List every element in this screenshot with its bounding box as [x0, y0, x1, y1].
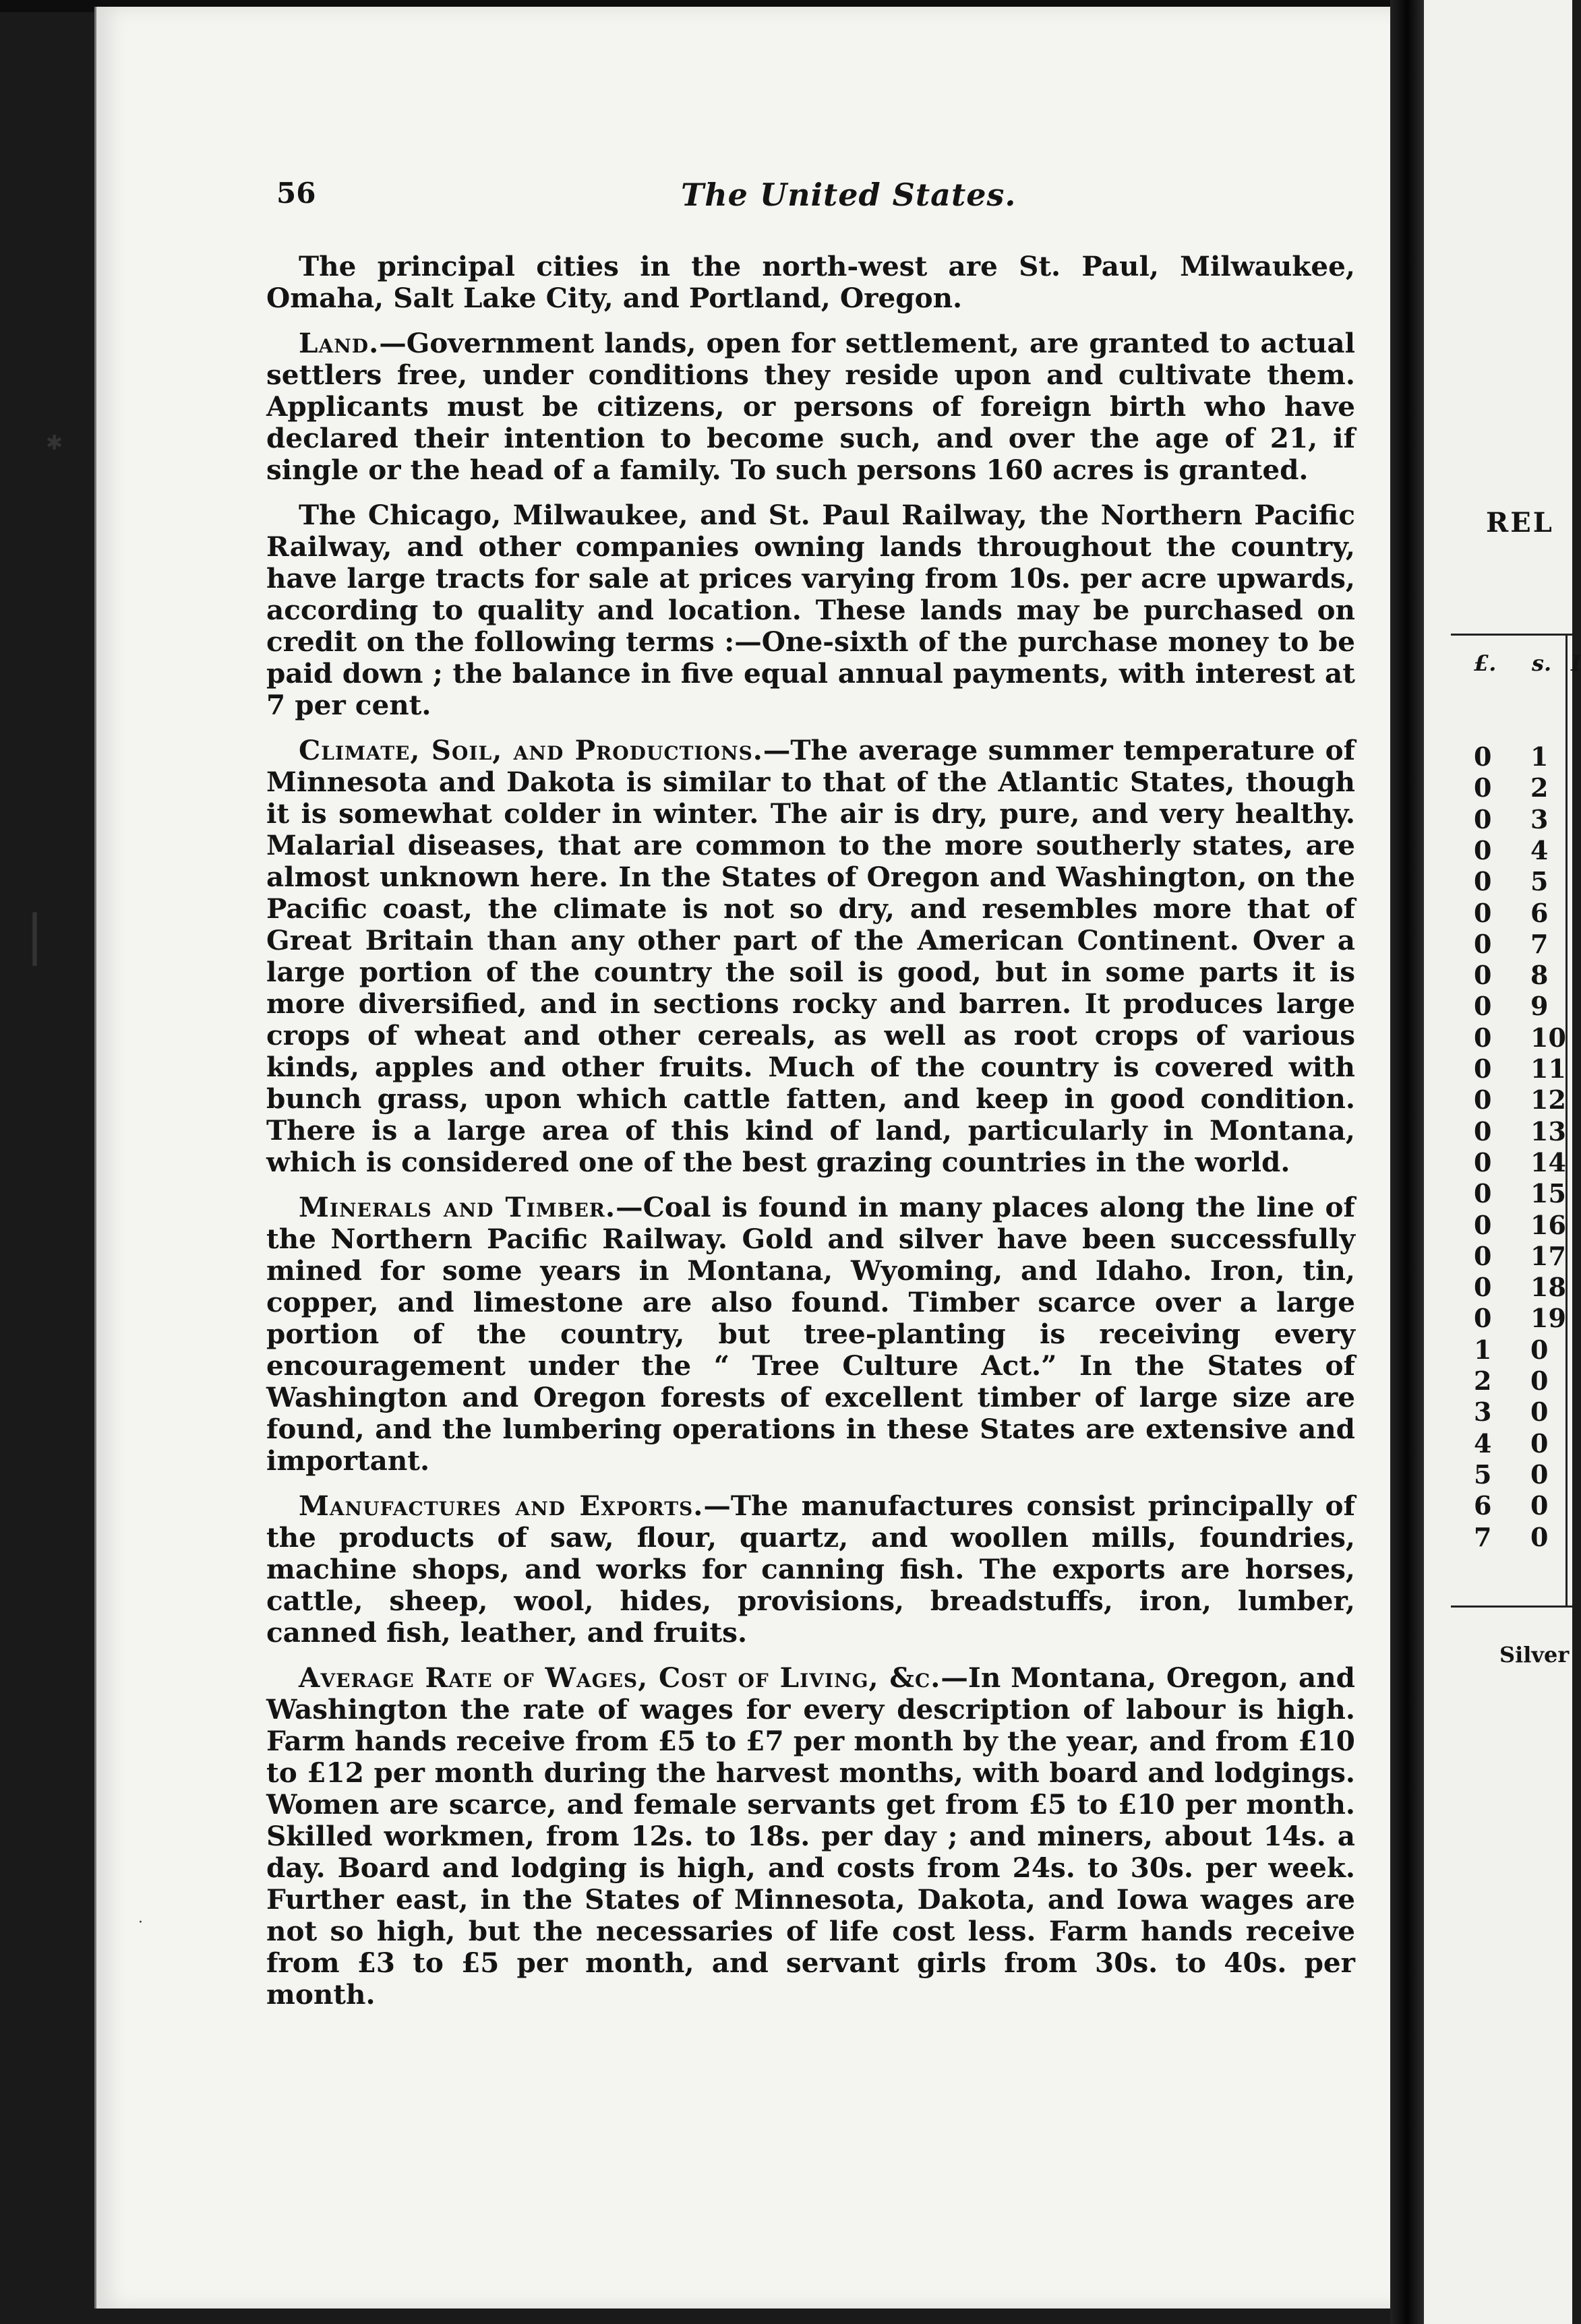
col-header-shillings: s.	[1532, 650, 1552, 676]
table-row	[1464, 1490, 1565, 1521]
table-row	[1464, 1397, 1565, 1428]
paragraph-text: —In Montana, Oregon, and Washington the rate of wages for every description of labour is high. Farm hands receive from £5 to £7 per month by the year, and from £10 to £12 per month during the harvest months, with board and lodgings. Women are scarce, and female servants get from £5 to £10 per month. Skilled workmen, from 12s. to 18s. per day ; and miners, about 14s. a day. Board and lodging is high, and costs from 24s. to 30s. per week. Further east, in the States of Minnesota, Dakota, and Iowa wages are not so high, but the necessaries of life cost less. Farm hands receive from £3 to £5 per month, and servant girls from 30s. to 40s. per month.	[266, 1661, 1356, 2011]
col-header-pounds: £.	[1474, 650, 1497, 676]
pounds-cell: 2	[1474, 1366, 1492, 1396]
table-row	[1464, 929, 1565, 960]
pounds-cell: 0	[1474, 772, 1492, 803]
table-row	[1464, 1459, 1565, 1490]
shillings-cell: 13	[1530, 1115, 1566, 1146]
table-row	[1464, 1522, 1565, 1553]
paragraph-heading: Manufactures and Exports.	[299, 1490, 704, 1522]
shillings-cell: 19	[1530, 1303, 1566, 1334]
table-row	[1464, 1053, 1565, 1084]
pounds-cell: 0	[1474, 991, 1492, 1022]
paragraph-heading: Land.	[299, 327, 380, 359]
margin-stroke: |	[26, 903, 44, 966]
pounds-cell: 0	[1474, 741, 1492, 772]
pounds-cell: 4	[1474, 1428, 1492, 1459]
paragraph-heading: Minerals and Timber.	[299, 1191, 616, 1223]
paragraph-railway-lands	[266, 499, 1355, 721]
table-row	[1464, 741, 1565, 772]
pounds-cell: 0	[1474, 1209, 1492, 1240]
pounds-cell: 0	[1474, 803, 1492, 834]
paragraph-climate	[266, 735, 1355, 1178]
facing-page-title-fragment: REL	[1486, 507, 1554, 539]
paragraph-principal-cities	[266, 251, 1355, 314]
paragraph-text: —The average summer temperature of Minnesota and Dakota is similar to that of the Atlantic States, though it is somewhat colder in winter. The air is dry, pure, and very healthy. Malarial diseases, that are common to the more southerly states, are almost unknown here. In the States of Oregon and Washington, on the Pacific coast, the climate is not so dry, and resembles more that of Great Britain than any other part of the American Continent. Over a large portion of the country the soil is good, but in some parts it is more diversified, and in sections rocky and barren. It produces large crops of wheat and other cereals, as well as root crops of various kinds, apples and other fruits. Much of the country is covered with bunch grass, upon which cattle fatten, and keep in good condition. There is a large area of this kind of land, particularly in Montana, which is considered one of the best grazing countries in the world.	[266, 734, 1356, 1178]
paragraph-minerals	[266, 1192, 1355, 1477]
paragraph-text: —Coal is found in many places along the line of the Northern Pacific Railway. Gold and silver have been successfully mined for some years in Montana, Wyoming, and Idaho. Iron, tin, copper, and limestone are also found. Timber scarce over a large portion of the country, but tree-planting is receiving every encouragement under the “ Tree Culture Act.” In the States of Washington and Oregon forests of excellent timber of large size are found, and the lumbering operations in these States are extensive and important.	[266, 1191, 1355, 1477]
shillings-cell: 0	[1530, 1521, 1549, 1552]
shillings-cell: 0	[1530, 1366, 1549, 1396]
table-row	[1464, 1303, 1565, 1334]
pounds-cell: 0	[1474, 1053, 1492, 1084]
shillings-cell: 6	[1530, 897, 1549, 928]
shillings-cell: 0	[1530, 1428, 1549, 1459]
shillings-cell: 0	[1530, 1490, 1549, 1521]
table-row	[1464, 1428, 1565, 1459]
shillings-cell: 0	[1530, 1334, 1549, 1365]
paragraph-manufactures	[266, 1490, 1355, 1649]
facing-page-footer-fragment: Silver	[1499, 1642, 1570, 1668]
pounds-cell: 0	[1474, 897, 1492, 928]
table-row	[1464, 1116, 1565, 1147]
table-row	[1464, 835, 1565, 866]
pounds-cell: 3	[1474, 1397, 1492, 1428]
shillings-cell: 8	[1530, 960, 1549, 991]
pounds-cell: 0	[1474, 1146, 1492, 1178]
shillings-cell: 10	[1530, 1022, 1566, 1053]
table-row	[1464, 1241, 1565, 1272]
table-row	[1464, 1335, 1565, 1366]
pounds-cell: 6	[1474, 1490, 1492, 1521]
pounds-cell: 0	[1474, 1084, 1492, 1115]
pounds-cell: 0	[1474, 1178, 1492, 1209]
pounds-cell: 0	[1474, 1115, 1492, 1146]
shillings-cell: 0	[1530, 1459, 1549, 1490]
pounds-cell: 0	[1474, 1240, 1492, 1271]
book-spine-gutter	[1390, 0, 1424, 2324]
pounds-cell: 0	[1474, 928, 1492, 959]
paragraph-text: —The manufactures consist principally of the products of saw, flour, quartz, and woollen mills, foundries, machine shops, and works for canning fish. The exports are horses, cattle, sheep, wool, hides, provisions, breadstuffs, iron, lumber, canned fish, leather, and fruits.	[266, 1490, 1355, 1649]
table-row	[1464, 960, 1565, 991]
table-row	[1464, 898, 1565, 929]
shillings-cell: 12	[1530, 1084, 1566, 1115]
page-number: 56	[276, 177, 316, 210]
facing-page-fragment	[1424, 0, 1581, 2324]
pounds-cell: 0	[1474, 1272, 1492, 1303]
paragraph-land	[266, 328, 1355, 486]
shillings-cell: 16	[1530, 1209, 1566, 1240]
pounds-cell: 1	[1474, 1334, 1492, 1365]
table-row	[1464, 1022, 1565, 1053]
margin-dot: ·	[138, 1914, 143, 1931]
paragraph-text: The principal cities in the north-west are St. Paul, Milwaukee, Omaha, Salt Lake City, and Portland, Oregon.	[266, 250, 1355, 314]
table-row	[1464, 866, 1565, 897]
paragraph-heading: Climate, Soil, and Productions.	[299, 734, 763, 766]
pounds-cell: 7	[1474, 1521, 1492, 1552]
shillings-cell: 7	[1530, 928, 1549, 959]
pounds-cell: 0	[1474, 960, 1492, 991]
table-row	[1464, 1178, 1565, 1209]
margin-smudge: ✱	[46, 431, 63, 455]
pounds-cell: 0	[1474, 866, 1492, 897]
shillings-cell: 14	[1530, 1146, 1566, 1178]
table-row	[1464, 1272, 1565, 1303]
pounds-cell: 5	[1474, 1459, 1492, 1490]
shillings-cell: 0	[1530, 1397, 1549, 1428]
table-row	[1464, 772, 1565, 803]
table-row	[1464, 1210, 1565, 1241]
shillings-cell: 2	[1530, 772, 1549, 803]
shillings-cell: 4	[1530, 834, 1549, 865]
shillings-cell: 5	[1530, 866, 1549, 897]
shillings-cell: 3	[1530, 803, 1549, 834]
text-column	[266, 251, 1355, 2024]
table-rule-bottom	[1451, 1606, 1572, 1608]
pounds-cell: 0	[1474, 1022, 1492, 1053]
running-head: The United States.	[681, 177, 1017, 213]
shillings-cell: 18	[1530, 1272, 1566, 1303]
table-row	[1464, 1366, 1565, 1397]
table-row	[1464, 1147, 1565, 1178]
table-row	[1464, 804, 1565, 835]
shillings-cell: 15	[1530, 1178, 1566, 1209]
table-row	[1464, 1084, 1565, 1115]
table-row	[1464, 991, 1565, 1022]
paragraph-text: —Government lands, open for settlement, are granted to actual settlers free, under conditions they reside upon and cultivate them. Applicants must be citizens, or persons of foreign birth who have declared their intention to become such, and over the age of 21, if single or the head of a family. To such persons 160 acres is granted.	[266, 327, 1355, 486]
shillings-cell: 11	[1530, 1053, 1566, 1084]
paragraph-heading: Average Rate of Wages, Cost of Living, &c.	[299, 1661, 941, 1694]
pounds-cell: 0	[1474, 834, 1492, 865]
shillings-cell: 1	[1530, 741, 1549, 772]
paragraph-text: The Chicago, Milwaukee, and St. Paul Railway, the Northern Pacific Railway, and other companies owning lands throughout the country, have large tracts for sale at prices varying from 10s. per acre upwards, according to quality and location. These lands may be purchased on credit on the following terms :—One-sixth of the purchase money to be paid down ; the balance in five equal annual payments, with interest at 7 per cent.	[266, 499, 1355, 721]
shillings-cell: 17	[1530, 1240, 1566, 1271]
paragraph-wages	[266, 1662, 1355, 2011]
table-rule-top	[1451, 634, 1572, 636]
shillings-cell: 9	[1530, 991, 1549, 1022]
page-header	[276, 177, 1355, 224]
pounds-cell: 0	[1474, 1303, 1492, 1334]
col-header-fragment: I	[1571, 650, 1581, 676]
